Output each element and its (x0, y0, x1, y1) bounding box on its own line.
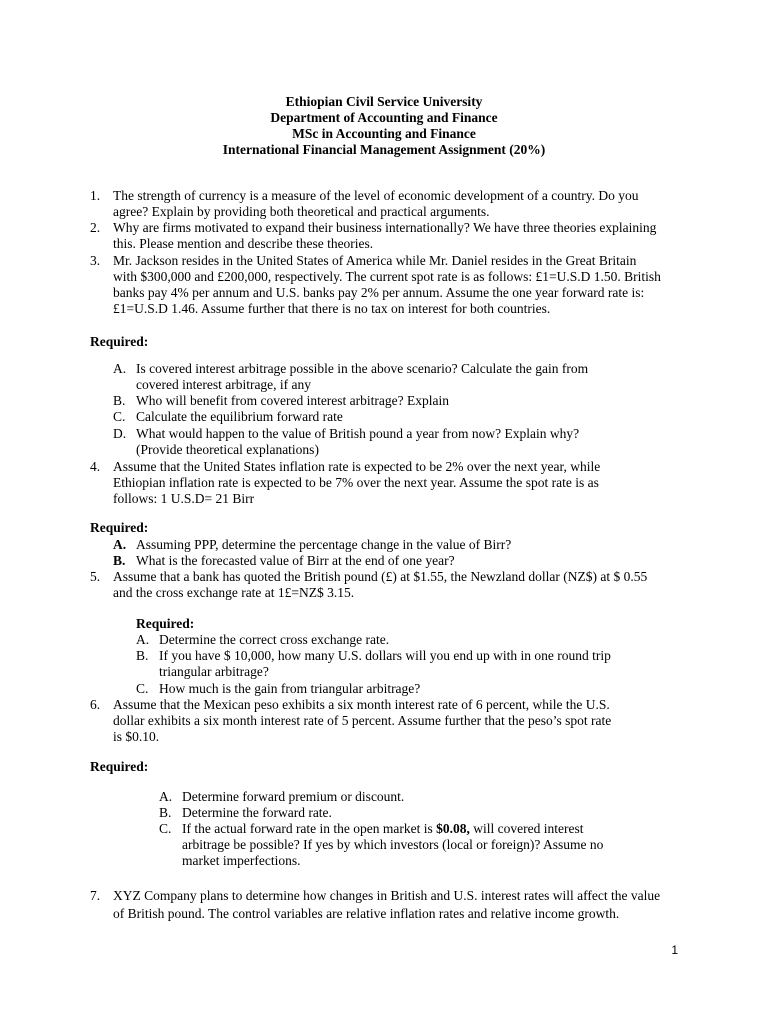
item-text: Calculate the equilibrium forward rate (136, 409, 343, 424)
program-name: MSc in Accounting and Finance (292, 126, 476, 141)
item-text: Determine forward premium or discount. (182, 789, 405, 804)
item-text: Who will benefit from covered interest arbitrage? Explain (136, 393, 449, 408)
required-heading: Required: (90, 334, 149, 349)
question-number: 2. (90, 220, 101, 235)
item-text: triangular arbitrage? (159, 664, 269, 679)
assignment-title: International Financial Management Assignment (20%) (222, 142, 546, 157)
question-2-text: Why are firms motivated to expand their business internationally? We have three theories explaining (113, 220, 657, 235)
item-text: Assuming PPP, determine the percentage change in the value of Birr? (136, 537, 512, 552)
question-number: 5. (90, 569, 101, 584)
forward-rate-value: $0.08, (436, 821, 470, 836)
question-number: 1. (90, 188, 101, 203)
required-heading: Required: (90, 520, 149, 535)
question-7-text: XYZ Company plans to determine how changes in British and U.S. interest rates will affect the value (113, 888, 661, 903)
item-letter: A. (159, 789, 173, 804)
question-3-text: Mr. Jackson resides in the United States of America while Mr. Daniel resides in the Great Britain (113, 253, 637, 268)
item-letter: A. (113, 361, 127, 376)
item-letter: B. (113, 553, 126, 568)
question-number: 4. (90, 459, 101, 474)
item-text: (Provide theoretical explanations) (136, 442, 319, 457)
page-number: 1 (671, 943, 678, 957)
item-text: arbitrage be possible? If yes by which investors (local or foreign)? Assume no (182, 837, 604, 852)
question-7-text: of British pound. The control variables are relative inflation rates and relative income growth. (113, 906, 620, 921)
question-2-text: this. Please mention and describe these theories. (113, 236, 374, 251)
question-4-text: follows: 1 U.S.D= 21 Birr (113, 491, 255, 506)
item-letter: D. (113, 426, 127, 441)
question-6-text: dollar exhibits a six month interest rate of 5 percent. Assume further that the peso’s spot rate (113, 713, 612, 728)
item-letter: A. (136, 632, 150, 647)
required-heading: Required: (136, 616, 195, 631)
item-text: What would happen to the value of British pound a year from now? Explain why? (136, 426, 580, 441)
item-text-part: will covered interest (469, 821, 584, 836)
item-letter: B. (159, 805, 172, 820)
question-5-text: Assume that a bank has quoted the British pound (£) at $1.55, the Newzland dollar (NZ$) at $ 0.55 (113, 569, 648, 584)
item-text (182, 821, 583, 837)
item-text: What is the forecasted value of Birr at the end of one year? (136, 553, 455, 568)
department-name: Department of Accounting and Finance (270, 110, 498, 125)
question-4-text: Ethiopian inflation rate is expected to be 7% over the next year. Assume the spot rate is as (113, 475, 599, 490)
question-number: 6. (90, 697, 101, 712)
question-4-text: Assume that the United States inflation rate is expected to be 2% over the next year, while (113, 459, 601, 474)
item-text: Determine the forward rate. (182, 805, 332, 820)
question-5-text: and the cross exchange rate at 1£=NZ$ 3.15. (113, 585, 355, 600)
item-text: Is covered interest arbitrage possible in the above scenario? Calculate the gain from (136, 361, 589, 376)
question-1-text: agree? Explain by providing both theoretical and practical arguments. (113, 204, 490, 219)
item-letter: B. (136, 648, 149, 663)
question-1-text: The strength of currency is a measure of the level of economic development of a country. Do you (113, 188, 639, 203)
item-letter: B. (113, 393, 126, 408)
question-number: 3. (90, 253, 101, 268)
question-6-text: is $0.10. (113, 729, 160, 744)
university-name: Ethiopian Civil Service University (285, 94, 483, 109)
question-3-text: £1=U.S.D 1.46. Assume further that there is no tax on interest for both countries. (113, 301, 551, 316)
question-3-text: with $300,000 and £200,000, respectively. The current spot rate is as follows: £1=U.S.D 1.50. British (113, 269, 661, 284)
item-text: How much is the gain from triangular arbitrage? (159, 681, 421, 696)
item-text: If you have $ 10,000, how many U.S. dollars will you end up with in one round trip (159, 648, 611, 663)
item-letter: A. (113, 537, 127, 552)
required-heading: Required: (90, 759, 149, 774)
item-letter: C. (159, 821, 172, 836)
item-text-part: If the actual forward rate in the open market is (182, 821, 437, 836)
question-3-text: banks pay 4% per annum and U.S. banks pay 2% per annum. Assume the one year forward rate is: (113, 285, 645, 300)
item-letter: C. (136, 681, 149, 696)
question-number: 7. (90, 888, 101, 903)
item-text: covered interest arbitrage, if any (136, 377, 312, 392)
question-6-text: Assume that the Mexican peso exhibits a six month interest rate of 6 percent, while the U.S. (113, 697, 610, 712)
item-letter: C. (113, 409, 126, 424)
item-text: market imperfections. (182, 853, 301, 868)
item-text: Determine the correct cross exchange rate. (159, 632, 390, 647)
